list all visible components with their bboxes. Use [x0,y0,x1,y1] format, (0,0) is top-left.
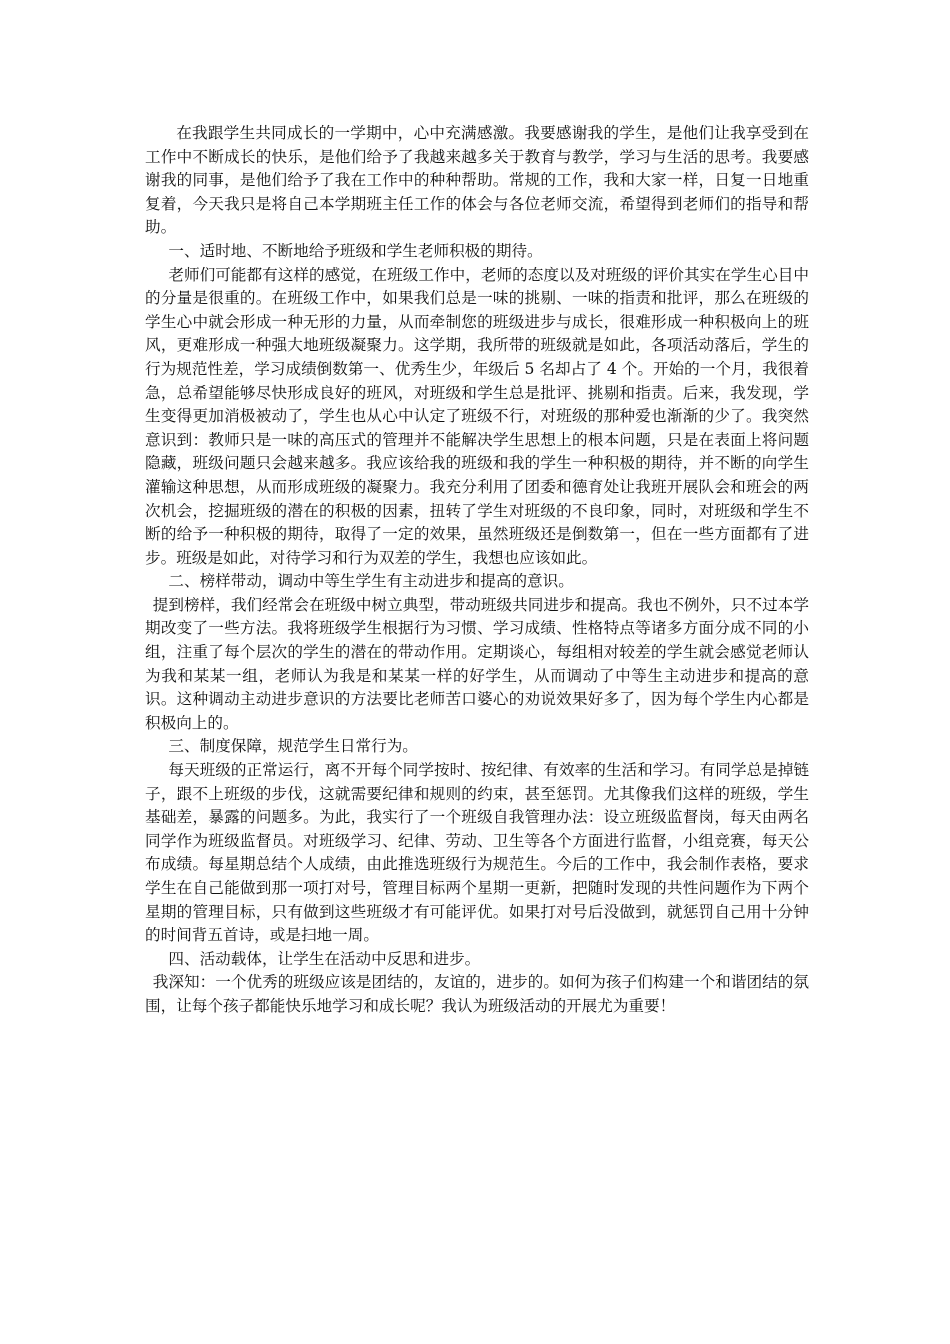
section-heading-1: 一、适时地、不断地给予班级和学生老师积极的期待。 [168,241,543,260]
intro-paragraph: 在我跟学生共同成长的一学期中，心中充满感激。我要感谢我的学生，是他们让我享受到在工作中不断成长的快乐，是他们给予了我越来越多关于教育与教学，学习与生活的思考。我要感谢我的同事，是他们给予了我在工作中的种种帮助。常规的工作，我和大家一样，日复一日地重复着，今天我只是将自己本学期班主任工作的体会与各位老师交流，希望得到老师们的指导和帮助。 [145,124,809,237]
section-paragraph-4: 我深知：一个优秀的班级应该是团结的，友谊的，进步的。如何为孩子们构建一个和谐团结的氛围，让每个孩子都能快乐地学习和成长呢？我认为班级活动的开展尤为重要！ [145,973,809,1015]
section-paragraph-3: 每天班级的正常运行，离不开每个同学按时、按纪律、有效率的生活和学习。有同学总是掉链子，跟不上班级的步伐，这就需要纪律和规则的约束，甚至惩罚。尤其像我们这样的班级，学生基础差，暴露的问题多。为此，我实行了一个班级自我管理办法：设立班级监督岗，每天由两名同学作为班级监督员。对班级学习、纪律、劳动、卫生等各个方面进行监督，小组竞赛，每天公布成绩。每星期总结个人成绩，由此推选班级行为规范生。今后的工作中，我会制作表格，要求学生在自己能做到那一项打对号，管理目标两个星期一更新，把随时发现的共性问题作为下两个星期的管理目标，只有做到这些班级才有可能评优。如果打对号后没做到，就惩罚自己用十分钟的时间背五首诗，或是扫地一周。 [145,761,809,945]
section-heading-3: 三、制度保障，规范学生日常行为。 [168,737,418,756]
section-paragraph-2: 提到榜样，我们经常会在班级中树立典型，带动班级共同进步和提高。我也不例外，只不过本学期改变了一些方法。我将班级学生根据行为习惯、学习成绩、性格特点等诸多方面分成不同的小组，注重了每个层次的学生的潜在的带动作用。定期谈心，每组相对较差的学生就会感觉老师认为我和某某一组，老师认为我是和某某一样的好学生，从而调动了中等生主动进步和提高的意识。这种调动主动进步意识的方法要比老师苦口婆心的劝说效果好多了，因为每个学生内心都是积极向上的。 [145,595,809,732]
section-paragraph-1: 老师们可能都有这样的感觉，在班级工作中，老师的态度以及对班级的评价其实在学生心目中的分量是很重的。在班级工作中，如果我们总是一味的挑剔、一味的指责和批评，那么在班级的学生心中就会形成一种无形的力量，从而牵制您的班级进步与成长，很难形成一种积极向上的班风，更难形成一种强大地班级凝聚力。这学期，我所带的班级就是如此，各项活动落后，学生的行为规范性差，学习成绩倒数第一、优秀生少，年级后 5 名却占了 4 个。开始的一个月，我很着急，总希望能够尽快形成良好的班风，对班级和学生总是批评、挑剔和指责。后来，我发现，学生变得更加消极被动了，学生也从心中认定了班级不行，对班级的那种爱也渐渐的少了。我突然意识到：教师只是一味的高压式的管理并不能解决学生思想上的根本问题，只是在表面上将问题隐藏，班级问题只会越来越多。我应该给我的班级和我的学生一种积极的期待，并不断的向学生灌输这种思想，从而形成班级的凝聚力。我充分利用了团委和德育处让我班开展队会和班会的两次机会，挖掘班级的潜在的积极的因素，扭转了学生对班级的不良印象，同时，对班级和学生不断的给予一种积极的期待，取得了一定的效果，虽然班级还是倒数第一，但在一些方面都有了进步。班级是如此，对待学习和行为双差的学生，我想也应该如此。 [145,265,809,567]
section-heading-4: 四、活动载体，让学生在活动中反思和进步。 [168,949,481,968]
document-body [145,122,809,1019]
section-heading-2: 二、榜样带动，调动中等生学生有主动进步和提高的意识。 [168,572,574,591]
